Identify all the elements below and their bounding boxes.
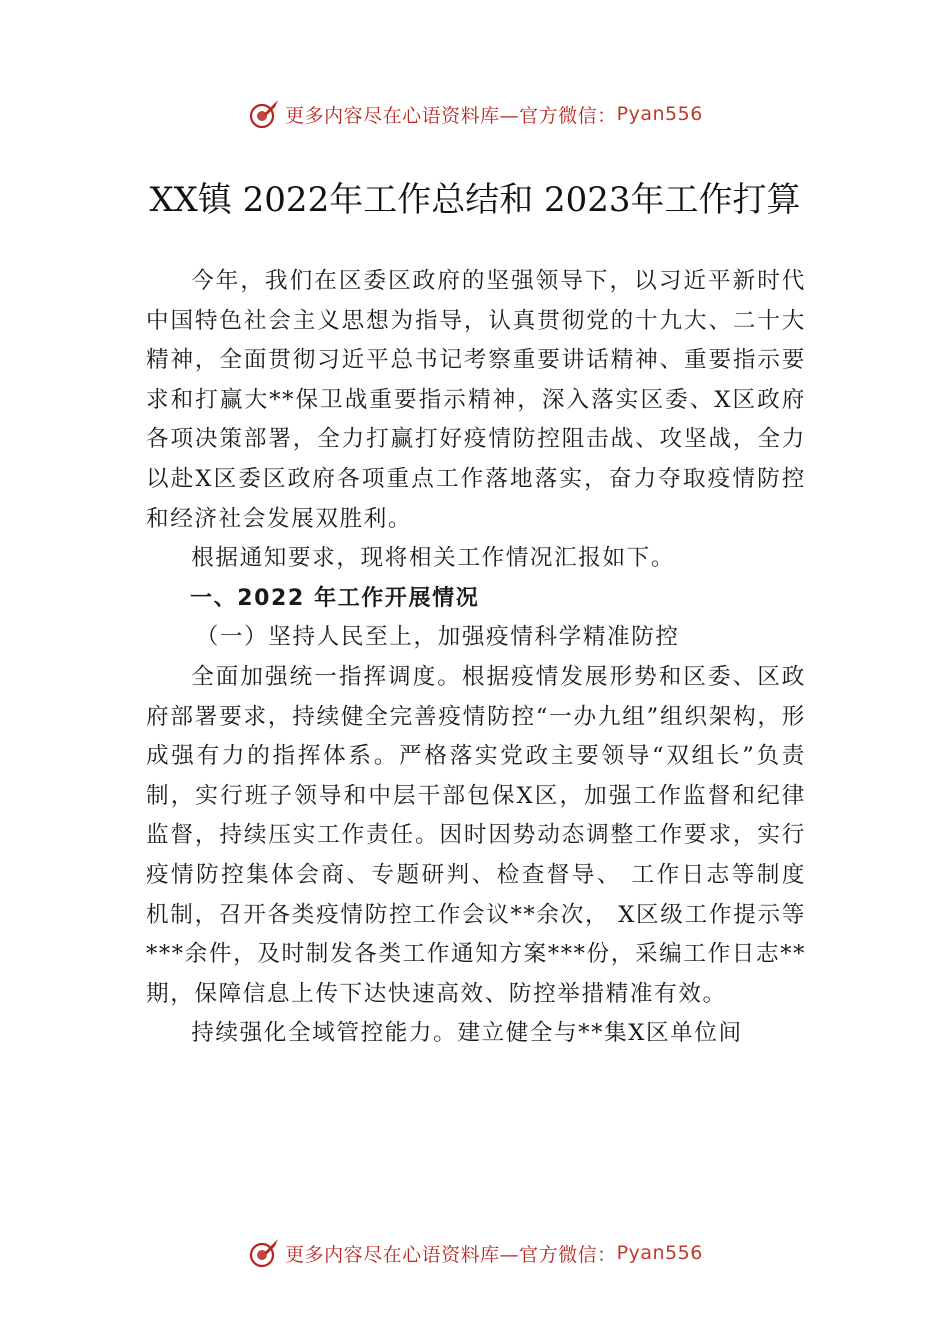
section-heading: 一、2022 年工作开展情况 bbox=[190, 585, 480, 611]
document-title: XX镇 2022年工作总结和 2023年工作打算 bbox=[149, 180, 801, 220]
report-lead-paragraph: 根据通知要求，现将相关工作情况汇报如下。 bbox=[191, 545, 676, 572]
quill-seal-icon bbox=[247, 1236, 281, 1270]
watermark-handle: Pyan556 bbox=[616, 1242, 703, 1264]
body-paragraph: 持续强化全域管控能力。建立健全与**集X区单位间 bbox=[191, 1020, 743, 1047]
watermark-handle: Pyan556 bbox=[616, 103, 703, 125]
watermark-text: 更多内容尽在心语资料库—官方微信： bbox=[285, 104, 617, 127]
watermark-banner-top bbox=[0, 94, 950, 134]
quill-seal-icon bbox=[247, 97, 281, 131]
document-body bbox=[146, 262, 806, 1054]
watermark-text: 更多内容尽在心语资料库—官方微信： bbox=[285, 1243, 617, 1266]
watermark-banner-bottom bbox=[0, 1233, 950, 1273]
section-subheading: （一）坚持人民至上，加强疫情科学精准防控 bbox=[195, 624, 680, 651]
intro-paragraph: 今年，我们在区委区政府的坚强领导下，以习近平新时代中国特色社会主义思想为指导，认真贯彻党的十九大、二十大精神，全面贯彻习近平总书记考察重要讲话精神、重要指示要求和打赢大**保卫战重要指示精神，深入落实区委、X区政府各项决策部署，全力打赢打好疫情防控阻击战、攻坚战，全力以赴X区委区政府各项重点工作落地落实，奋力夺取疫情防控和经济社会发展双胜利。 bbox=[146, 268, 806, 532]
body-paragraph: 全面加强统一指挥调度。根据疫情发展形势和区委、区政府部署要求，持续健全完善疫情防控“一办九组”组织架构，形成强有力的指挥体系。严格落实党政主要领导“双组长”负责制，实行班子领导和中层干部包保X区，加强工作监督和纪律监督，持续压实工作责任。因时因势动态调整工作要求，实行疫情防控集体会商、专题研判、检查督导、 工作日志等制度机制，召开各类疫情防控工作会议**余次， X区级工作提示等***余件，及时制发各类工作通知方案***份，采编工作日志**期，保障信息上传下达快速高效、防控举措精准有效。 bbox=[146, 663, 806, 1007]
